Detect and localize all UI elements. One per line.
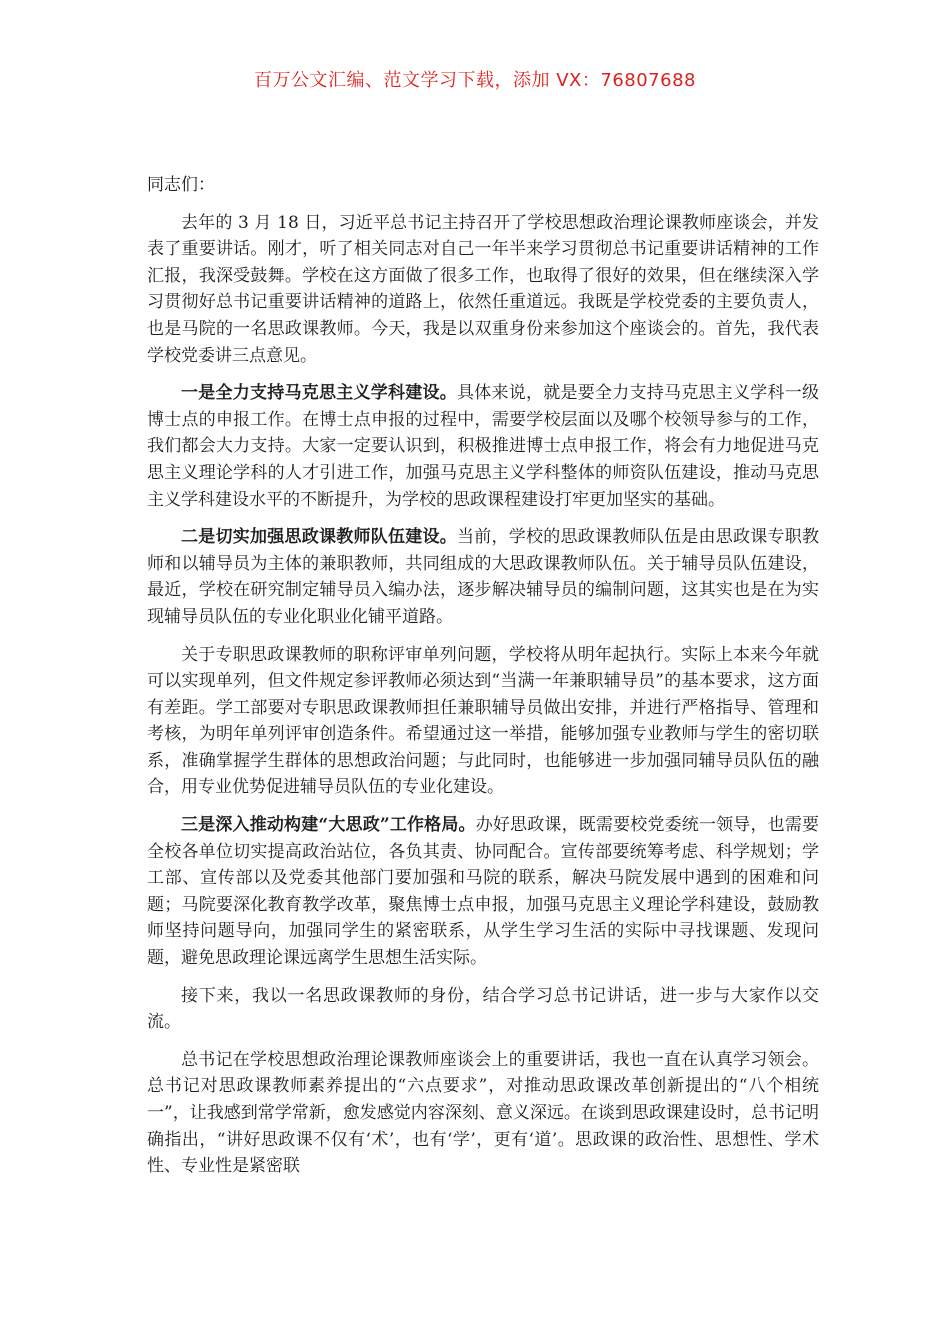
point-two-heading: 二是切实加强思政课教师队伍建设。 <box>181 527 457 548</box>
header-banner: 百万公文汇编、范文学习下载，添加 VX：76807688 <box>254 70 696 91</box>
point-one-body: 具体来说，就是要全力支持马克思主义学科一级博士点的申报工作。在博士点申报的过程中，需要学校层面以及哪个校领导参与的工作，我们都会大力支持。大家一定要认识到，积极推进博士点申报工作，将会有力地促进马克思主义理论学科的人才引进工作，加强马克思主义学科整体的师资队伍建设，推动马克思主义学科建设水平的不断提升，为学校的思政课程建设打牢更加坚实的基础。 <box>147 383 819 510</box>
paragraph-study-speech: 总书记在学校思想政治理论课教师座谈会上的重要讲话，我也一直在认真学习领会。总书记对思政课教师素养提出的“六点要求”，对推动思政课改革创新提出的“八个相统一”，让我感到常学常新，愈发感觉内容深刻、意义深远。在谈到思政课建设时，总书记明确指出，“讲好思政课不仅有‘术’，也有‘学’，更有‘道’。思政课的政治性、思想性、学术性、专业性是紧密联 <box>147 1049 819 1177</box>
paragraph-point-three <box>147 812 819 972</box>
paragraph-transition: 接下来，我以一名思政课教师的身份，结合学习总书记讲话，进一步与大家作以交流。 <box>147 985 819 1033</box>
point-three-body: 办好思政课，既需要校党委统一领导，也需要全校各单位切实提高政治站位，各负其责、协同配合。宣传部要统筹考虑、科学规划；学工部、宣传部以及党委其他部门要加强和马院的联系，解决马院发展中遇到的困难和问题；马院要深化教育教学改革，聚焦博士点申报，加强马克思主义理论学科建设，鼓励教师坚持问题导向，加强同学生的紧密联系，从学生学习生活的实际中寻找课题、发现问题，避免思政理论课远离学生思想生活实际。 <box>147 815 820 969</box>
paragraph-point-two <box>147 524 819 630</box>
paragraph-point-one <box>147 380 819 513</box>
point-three-heading: 三是深入推动构建“大思政”工作格局。 <box>181 815 476 836</box>
document-body <box>147 172 819 1191</box>
point-two-body: 当前，学校的思政课教师队伍是由思政课专职教师和以辅导员为主体的兼职教师，共同组成的大思政课教师队伍。关于辅导员队伍建设，最近，学校在研究制定辅导员入编办法，逐步解决辅导员的编制问题，这其实也是在为实现辅导员队伍的专业化职业化铺平道路。 <box>147 527 819 627</box>
point-one-heading: 一是全力支持马克思主义学科建设。 <box>181 383 457 404</box>
paragraph-title-evaluation: 关于专职思政课教师的职称评审单列问题，学校将从明年起执行。实际上本来今年就可以实现单列，但文件规定参评教师必须达到“当满一年兼职辅导员”的基本要求，这方面有差距。学工部要对专职思政课教师担任兼职辅导员做出安排，并进行严格指导、管理和考核，为明年单列评审创造条件。希望通过这一举措，能够加强专业教师与学生的密切联系，准确掌握学生群体的思想政治问题；与此同时，也能够进一步加强同辅导员队伍的融合，用专业优势促进辅导员队伍的专业化建设。 <box>147 644 819 798</box>
paragraph-intro: 去年的 3 月 18 日，习近平总书记主持召开了学校思想政治理论课教师座谈会，并发表了重要讲话。刚才，听了相关同志对自己一年半来学习贯彻总书记重要讲话精神的工作汇报，我深受鼓舞。学校在这方面做了很多工作，也取得了很好的效果，但在继续深入学习贯彻好总书记重要讲话精神的道路上，依然任重道远。我既是学校党委的主要负责人，也是马院的一名思政课教师。今天，我是以双重身份来参加这个座谈会的。首先，我代表学校党委讲三点意见。 <box>147 212 819 366</box>
salutation: 同志们： <box>147 175 215 195</box>
